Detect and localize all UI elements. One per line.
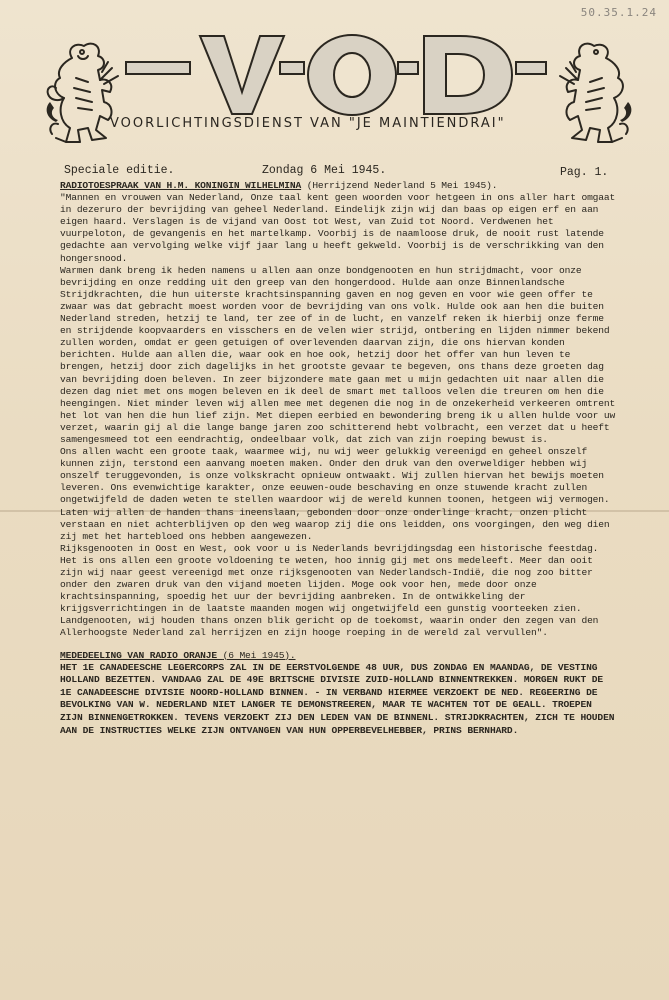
bulletin-heading: MEDEDEELING VAN RADIO ORANJE bbox=[60, 649, 218, 661]
article-body bbox=[60, 180, 620, 737]
left-lion-emblem-icon bbox=[42, 38, 130, 148]
article-paragraph: Warmen dank breng ik heden namens u allen aan onze bondgenooten en hun strijdmacht, voor onze bevrijding en onze redding uit den greep van den hongerdood. Hulde aan onze Binnenlandsche Strijdkrachten, die hun uiterste krachtsinspanning gaven en nog geven en voor wie geen offer te zwaar was dat gebracht moest worden voor de bevrijding van ons volk. Hulde ook aan hen die buiten Nederland streden, hetzij te land, ter zee of in de lucht, en vanzelf reken ik hierbij onze ferme en strijdende koopvaarders en visschers en de velen wier strijd, ontbering en lijden nimmer bekend zullen worden, omdat er geen getuigen of overlevenden daarvan zijn, die ons hiervan konden berichten. Hulde aan allen die, waar ook en hoe ook, hetzij door het offer van hun leven te brengen, hetzij door zich dagelijks in het grootste gevaar te begeven, ons thans deze groeten dag van bevrijding doen beleven. In zeer bijzondere mate gaan met u mijn gedachten uit naar allen die dezen dag niet met ons mogen beleven en ik deel de smart met talloos velen die treuren om hen die heengingen. Niet minder leven wij allen mee met degenen die nog in de onzekerheid verkeeren omtrent het lot van hen die hun lief zijn. Met diepen eerbied en bewondering breng ik u allen hulde voor uw verzet, waarin gij al die lange bange jaren zoo schitterend hebt volbracht, een verzet dat u heeft samengesmeed tot een eendrachtig, ondeelbaar volk, dat zich van zijn roeping bewust is. bbox=[60, 264, 616, 445]
bulletin-heading-line bbox=[60, 650, 620, 662]
right-lion-emblem-icon bbox=[548, 38, 636, 148]
article-paragraph: Landgenooten, wij houden thans onzen blik gericht op de toekomst, waarin onder den zegen van den Allerhoogste Nederland zal herrijzen en zijn hooge roeping in de wereld zal vervullen". bbox=[60, 615, 599, 639]
issue-date: Zondag 6 Mei 1945. bbox=[262, 164, 387, 177]
article-heading-note: (Herrijzend Nederland 5 Mei 1945). bbox=[306, 180, 498, 191]
article-heading: RADIOTOESPRAAK VAN H.M. KONINGIN WILHELMINA bbox=[60, 180, 302, 191]
bulletin-text: HET 1E CANADEESCHE LEGERCORPS ZAL IN DE EERSTVOLGENDE 48 UUR, DUS ZONDAG EN MAANDAG, DE VESTING HOLLAND BEZETTEN. VANDAAG ZAL DE 49E BRITSCHE DIVISIE ZUID-HOLLAND BINNENTREKKEN. MORGEN RUKT DE 1E CANADEESCHE DIVISIE NOORD-HOLLAND BINNEN. - IN VERBAND HIERMEE VERZOEKT DE NED. REGEERING DE BEVOLKING VAN W. NEDERLAND NIET LANGER TE DEMONSTREEREN, MAAR TE WACHTEN TOT DE GEALL. TROEPEN ZIJN BINNENGETROKKEN. TEVENS VERZOEKT ZIJ DEN LEDEN VAN DE BINNENL. STRIJDKRACHTEN, ZICH TE HOUDEN AAN DE INSTRUCTIES WELKE ZIJN ONTVANGEN VAN HUN OPPERBEVELHEBBER, PRINS BERNHARD. bbox=[60, 661, 615, 736]
vod-title-logo bbox=[120, 30, 550, 120]
article-paragraph: Rijksgenooten in Oost en West, ook voor u is Nederlands bevrijdingsdag een historische feestdag. Het is ons allen een groote voldoening te weten, hoo innig gij met ons medeleeft. Meer dan ooit zijn wij naar geest vereenigd met onze rijksgenooten van Nederlandsch-Indië, die nog zoo bitter onder den zwaren druk van den vijand moeten lijden. Moge ook voor hen, mede door onze krachtsinspanning, spoedig het uur der bevrijding aanbreken. In de ontwikkeling der krijgsverrichtingen in de laatste maanden mogen wij ongetwijfeld een gunstig voorteeken zien. bbox=[60, 542, 599, 615]
edition-label: Speciale editie. bbox=[64, 164, 175, 177]
article-paragraph: Ons allen wacht een groote taak, waarmee wij, nu wij weer gelukkig vereenigd en geheel onszelf kunnen zijn, terstond een aanvang moeten maken. Onder den druk van den overweldiger hebben wij onszelf teruggevonden, is onze volkskracht opnieuw ontwaakt. Wij zullen hiervan het bewijs moeten leveren. Ons evenwichtige karakter, onze eeuwen-oude beschaving en onze stuwende kracht zullen ongetwijfeld de daden weten te stellen waardoor wij de wereld kunnen toonen, hetgeen wij vermogen. Laten wij allen de handen thans ineenslaan, gebonden door onze onderlinge kracht, onzen plicht verstaan en niet achterblijven op den weg waarop zij die ons leidden, ons voorgingen, den weg dien zij met het hartebloed ons hebben aangewezen. bbox=[60, 446, 610, 542]
article-heading-line bbox=[60, 180, 620, 192]
archive-number: 50.35.1.24 bbox=[580, 6, 657, 19]
masthead bbox=[0, 0, 669, 150]
article-paragraph: "Mannen en vrouwen van Nederland, Onze taal kent geen woorden voor hetgeen in ons aller hart omgaat in dezeruro der bevrijding van geheel Nederland. Eindelijk zijn wij dan baas op eigen erf en aan eigen haard. Verslagen is de vijand van Oost tot West, van Zuid tot Noord. Verdwenen het vuurpeloton, de gevangenis en het martelkamp. Voorbij is de naamloose druk, de nooit rust latende gedachte aan vervolging welke vijf jaar lang u heeft gekweld. Voorbij is de verschrikking van den hongersnood. bbox=[60, 192, 616, 264]
bulletin-heading-note: (6 Mei 1945). bbox=[222, 649, 296, 661]
page-number: Pag. 1. bbox=[560, 166, 609, 179]
masthead-subtitle: VOORLICHTINGSDIENST VAN "JE MAINTIENDRAI" bbox=[110, 116, 506, 131]
